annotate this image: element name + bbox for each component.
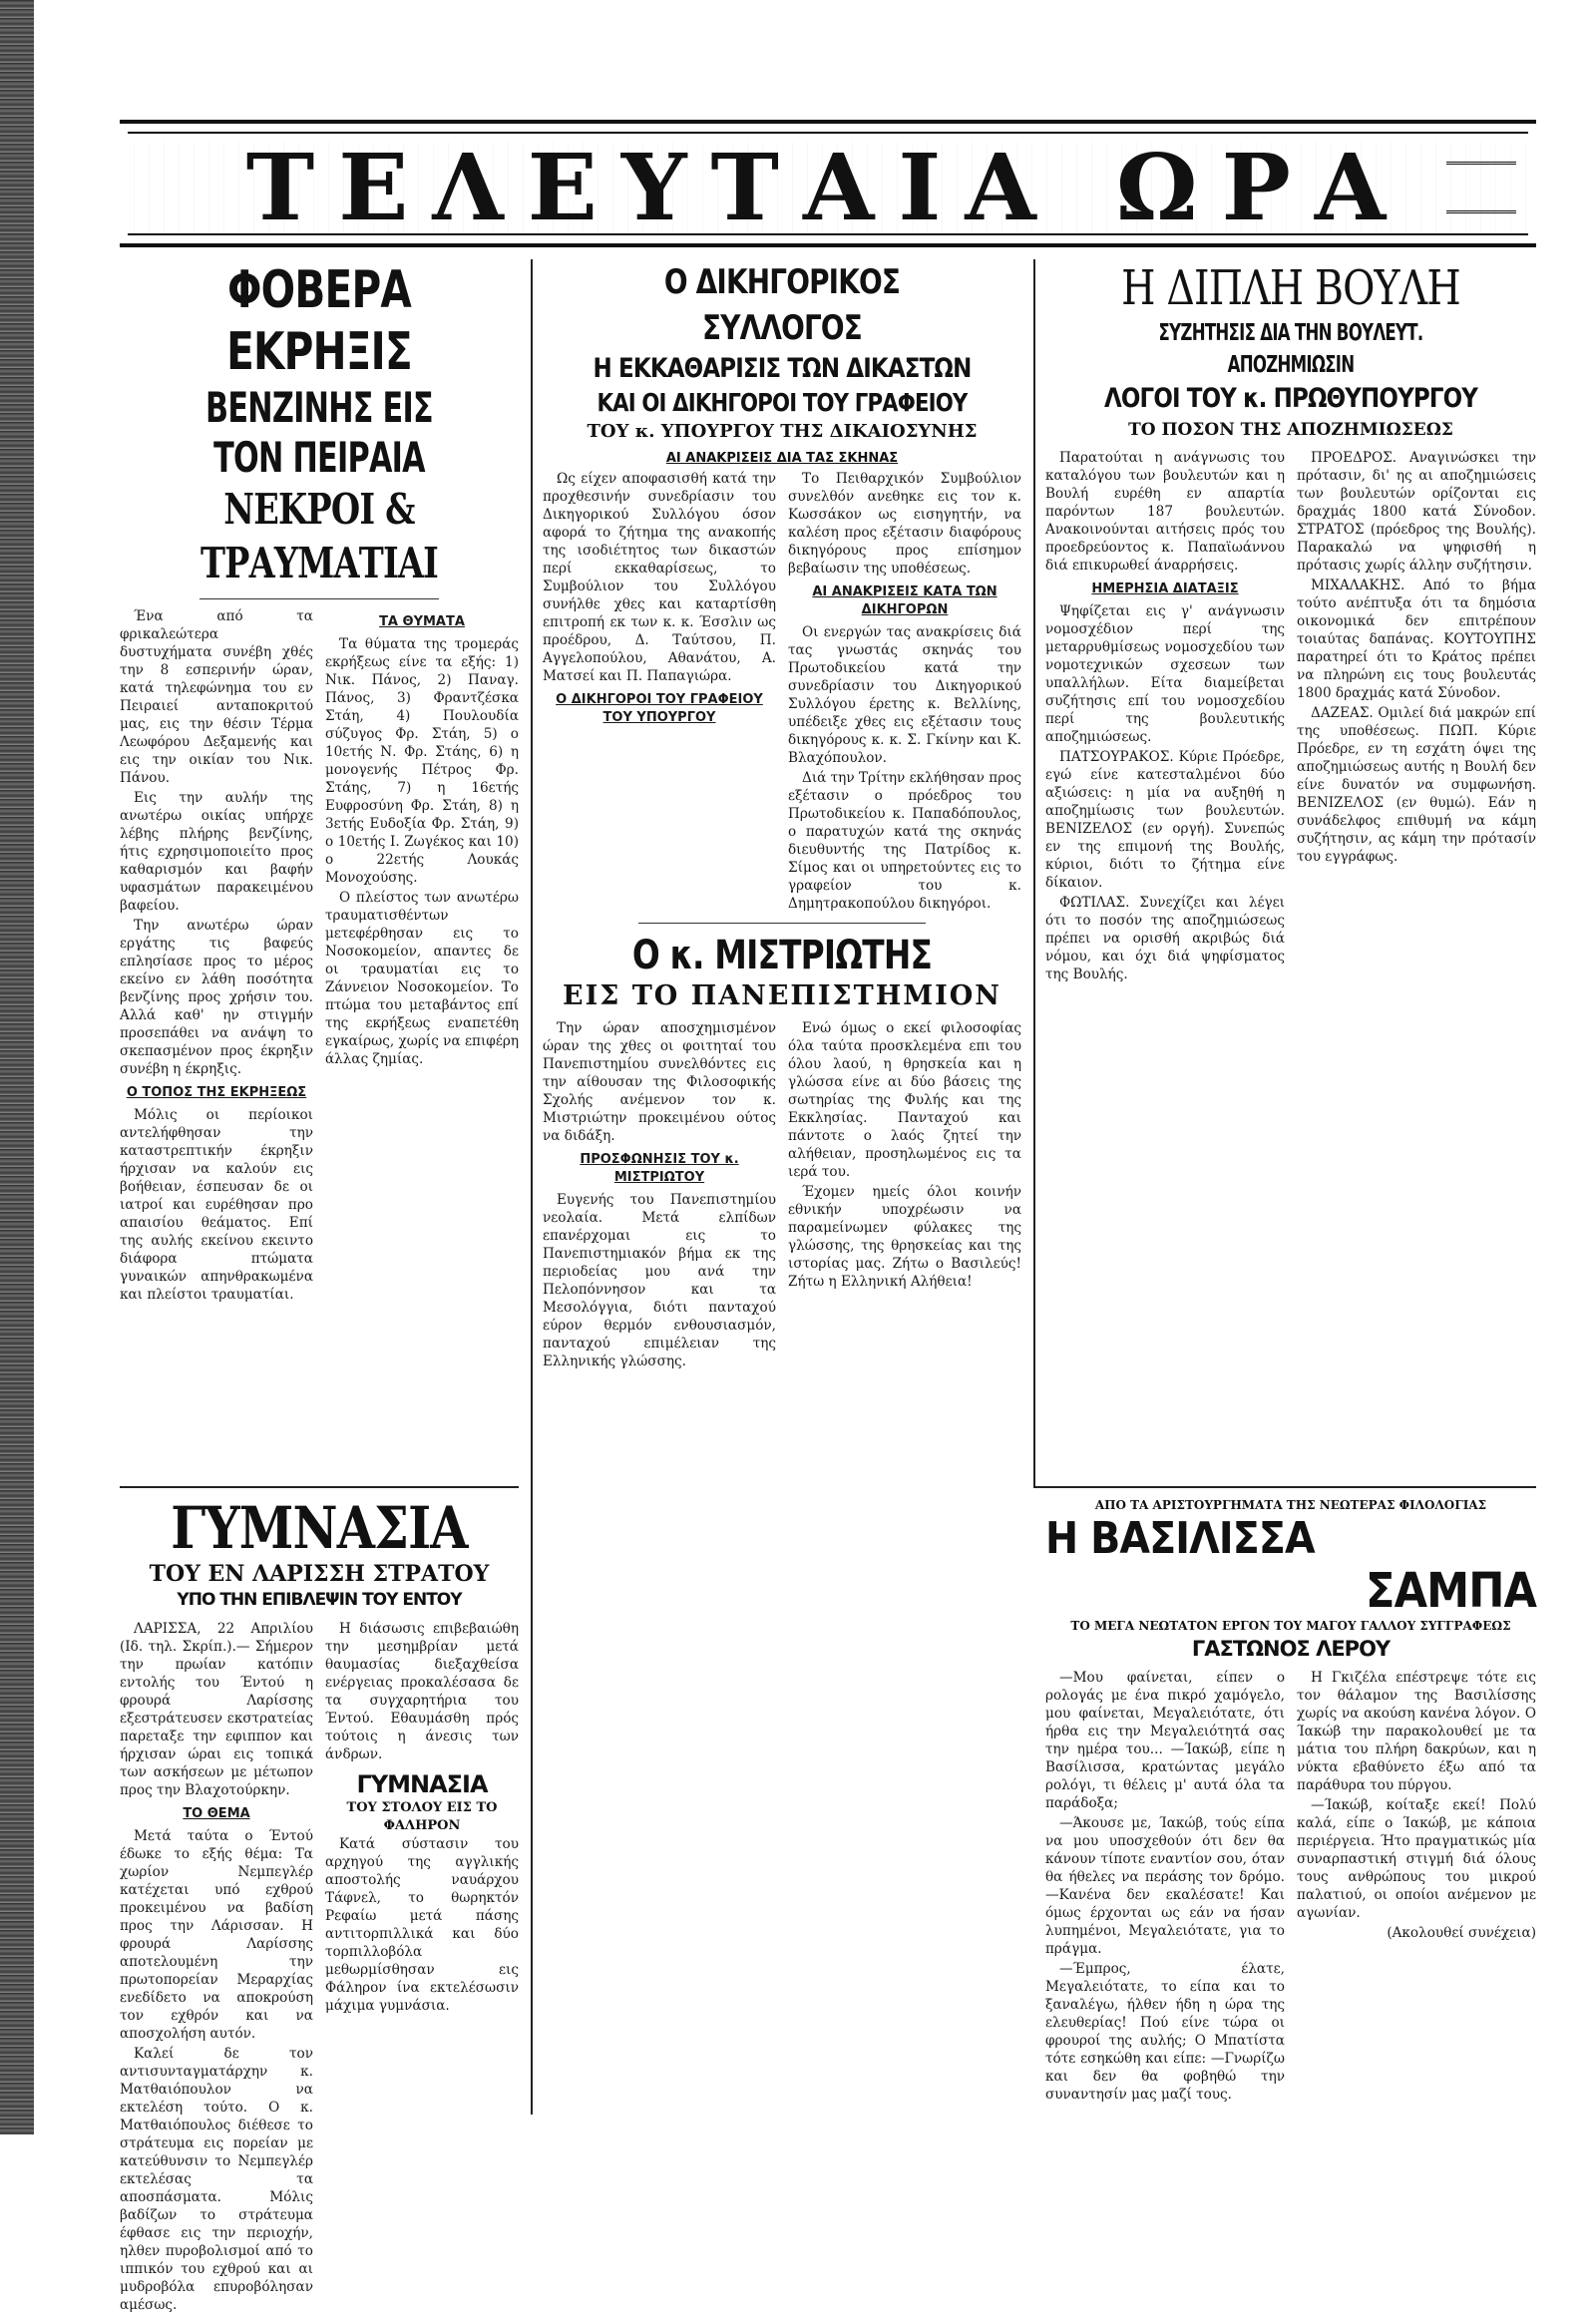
article-paragraph: Τα θύματα της τρομεράς εκρήξεως είνε τα εξής: 1) Νικ. Πάνος, 2) Παναγ. Πάνος, 3) Φραντζέσκα Στάη, 4) Πουλουδία σύζυγος Φρ. Στάη, 5) ο 10ετής Ν. Φρ. Στάης, 6) η μονογενής Πέτρος Φρ. Στάης, 7) η 16ετής Ευφροσύνη Φρ. Στάη, 8) η 3ετής Ευδοξία Φρ. Στάη, 9) ο 10ετής Ι. Ζωγέκος και 10) ο 22ετής Λουκάς Μονοχούσης. <box>325 636 519 886</box>
headline-larissa-army: ΤΟΥ ΕΝ ΛΑΡΙΣΣΗ ΣΤΡΑΤΟΥ <box>149 1561 490 1587</box>
serial-paragraph: —Ίακώβ, κοίταξε εκεί! Πολύ καλά, είπε ο Ίακώβ, με κάποια περιέργεια. Ήτο πραγματικώς μία συναρπαστική στιγμή διά όλους τους ανθρώπους του μικρού παλατιού, οι οποίοι ανέμενον με αγωνίαν. <box>1297 1797 1536 1921</box>
serial-text-left <box>1045 1669 1285 2106</box>
article-paragraph: ΠΑΤΣΟΥΡΑΚΟΣ. Κύριε Πρόεδρε, εγώ είνε κατεσταλμένοι δύο αξιώσεις: η μία να αυξηθή η αποζημίωσις των βουλευτών. ΒΕΝΙΖΕΛΟΣ (εν οργή). Συνεπώς εν της επιμονή της Βουλής, κύριοι, διότι το ζήτημα είνε δίκαιον. <box>1045 749 1285 891</box>
masthead-bottom-rule <box>128 233 1528 235</box>
serial-kicker: ΑΠΟ ΤΑ ΑΡΙΣΤΟΥΡΓΗΜΑΤΑ ΤΗΣ ΝΕΩΤΕΡΑΣ ΦΙΛΟΛΟΓΙΑΣ <box>1094 1498 1487 1512</box>
column-rule-2 <box>1033 259 1035 1486</box>
headline-petrol-piraeus: ΒΕΝΖΙΝΗΣ ΕΙΣ ΤΟΝ ΠΕΙΡΑΙΑ <box>205 383 433 482</box>
article-paragraph: Παρατούται η ανάγνωσις του καταλόγου των βουλευτών και η Βουλή ευρέθη εν απαρτία παρόντων 187 βουλευτών. Ανακοινούνται αιτήσεις πρός του προεδρεύοντος κ. Παπαϊωάννου διά επικυρωθεί άναρρήσεις. <box>1045 450 1285 574</box>
headline-office-lawyers: ΚΑΙ ΟΙ ΔΙΚΗΓΟΡΟΙ ΤΟΥ ΓΡΑΦΕΙΟΥ <box>597 388 968 417</box>
article-paragraph: Μόλις οι περίοικοι αντελήφθησαν την καταστρεπτικήν έκρηξιν ήρχισαν να καλούν εις βοήθειαν, έσπευσαν δε οι ιατροί και ευρέθησαν προ απαισίου θεάματος. Επί της αυλής εκείνου εκειντο διάφορα πτώματα γυναικών απηνθρακωμένα και πλείστοι τραυματίαι. <box>120 1107 313 1303</box>
article-paragraph: Ως είχεν αποφασισθή κατά την προχθεσινήν συνεδρίασιν του Δικηγορικού Συλλόγου όσον αφορά το ζήτημα της ανακοπής της ισοδιέτητος των δικαστών περί εκκαθαρίσεως, το Συμβούλιον του Συλλόγου συνήλθε χθες και καταρτίσθη επιτροπή εκ των κ. κ. Έσσλιν ως προέδρου, Δ. Ταύτσου, Π. Αγγελοπούλου, Αθανάτου, Α. Ματσεί και Π. Παπαγιώρα. <box>543 471 776 684</box>
article-paragraph: Καλεί δε τον αντισυνταγματάρχην κ. Ματθαιόπουλον να εκτελέση τούτο. Ο κ. Ματθαιόπουλος διέθεσε το στράτευμα εις πορείαν με κατεύθυνσιν το Νεμπεγλέρ εκτελέσας τα αποσπάσματα. Μόλις βαδίζων το στράτευμα έφθασε εις την περιοχήν, ηλθεν πυροβολισμοί από το ιππικόν του εχθρού και αι μυδροβόλα επυροβόλησαν αμέσως. <box>120 2046 313 2313</box>
parliament-article-left <box>1045 449 1285 985</box>
headline-bar-association: Ο ΔΙΚΗΓΟΡΙΚΟΣ ΣΥΛΛΟΓΟΣ <box>663 262 901 348</box>
column-lawyers <box>543 259 1021 2105</box>
headline-dead-wounded: ΝΕΚΡΟΙ & ΤΡΑΥΜΑΤΙΑΙ <box>200 485 439 587</box>
explosion-article-left <box>120 607 313 1306</box>
scan-edge-shadow <box>0 0 34 2134</box>
article-paragraph: Ψηφίζεται εις γ' ανάγνωσιν νομοσχέδιον περί της μεταρρυθμίσεως νομοσχεδίου των νομοτεχνικών σχεσεων των υπαλλήλων. Είτα διαμείβεται συζήτησις επί του νομοσχεδίου περί της βουλευτικής αποζημιώσεως. <box>1045 603 1285 745</box>
masthead <box>120 120 1536 247</box>
serial-text-right <box>1297 1669 1536 2106</box>
article-paragraph: ΦΩΤΙΛΑΣ. Συνεχίζει και λέγει ότι το ποσόν της αποζημιώσεως πρέπει να ορισθή ακριβώς διά νόμου, και όχι διά ψηφίσματος της Βουλής. <box>1045 895 1285 982</box>
lawyers-article-left <box>543 470 776 915</box>
article-divider <box>638 923 926 924</box>
lawyers-article-right <box>788 470 1021 915</box>
exercises-article-right <box>325 1620 519 2316</box>
parliament-article-right <box>1297 449 1536 985</box>
mistriotis-article <box>543 1019 1021 1372</box>
article-paragraph: Την ώραν αποσχημισμένον ώραν της χθες οι φοιτηταί του Πανεπιστημίου συνελθόντες εις την αίθουσαν της Φιλοσοφικής Σχολής ανέμενον τον κ. Μιστριώτην προκειμένου ούτος να διδάξη. <box>543 1020 776 1144</box>
subhead-agenda: ΗΜΕΡΗΣΙΑ ΔΙΑΤΑΞΙΣ <box>1091 581 1239 596</box>
explosion-article-right <box>325 607 519 1306</box>
subhead-victims: ΤΑ ΘΥΜΑΤΑ <box>379 614 465 629</box>
subhead-lawyer-inquiries: ΑΙ ΑΝΑΚΡΙΣΕΙΣ ΚΑΤΑ ΤΩΝ ΔΙΚΗΓΟΡΩΝ <box>812 584 998 617</box>
serial-paragraph: —Έμπρος, έλατε, Μεγαλειότατε, το είπα και το ξαναλέγω, ήλθεν ήδη η ώρα της ελευθερίας! Πού είνε τώρα οι φρουροί της αυλής; Ο Μπατίστα τότε εσηκώθη και είπε: —Γνωρίζω και δεν θα φοβηθώ την συναντησίν μας μαζί τους. <box>1045 1961 1285 2103</box>
masthead-right-ornament <box>1446 162 1516 213</box>
article-paragraph: Ευγενής του Πανεπιστημίου νεολαία. Μετά ελπίδων επανέρχομαι εις το Πανεπιστημιακόν βήμα εκ της περιοδείας μου ανά την Πελοπόννησον και τα Μεσολόγγια, διότι πανταχού εύρον θερμόν ενθουσιασμόν, πανταχού επιμέλειαν της Ελληνικής γλώσσης. <box>543 1192 776 1369</box>
headline-mistriotis: Ο κ. ΜΙΣΤΡΙΩΤΗΣ <box>631 933 933 978</box>
headline-phaleron: ΤΟΥ ΣΤΟΛΟΥ ΕΙΣ ΤΟ ΦΑΛΗΡΟΝ <box>346 1800 498 1833</box>
article-paragraph: Ο πλείστος των ανωτέρω τραυματισθέντων μετεφέρθησαν εις το Νοσοκομείον, απαντες δε οι τραυματίαι εις το Ζάννειον Νοσοκομείον. Το πτώμα του μεταβάντος επί της εκρήξεως εναπετέθη εγκαίρως, χωρίς να επιφέρη άλλας ζημίας. <box>325 890 519 1067</box>
article-paragraph: ΠΡΟΕΔΡΟΣ. Αναγινώσκει την πρότασιν, δι' ης αι αποζημιώσεις των βουλευτών ορίζονται εις δραχμάς 1800 κατά Σύνοδον. ΣΤΡΑΤΟΣ (πρόεδρος της Βουλής). Παρακαλώ να ψηφισθή η πρότασις χωρίς άλλην συζήτησιν. <box>1297 450 1536 574</box>
column-exercises <box>120 1494 519 2313</box>
column3-divider <box>1033 1486 1536 1488</box>
article-paragraph: Το Πειθαρχικόν Συμβούλιον συνελθόν ανεθηκε εις τον κ. Κωσσάκον ως εισηγητήν, να καλέση προς εξέτασιν διαφόρους δικηγόρους προς επίσημον βεβαίωσιν της υποθέσεως. <box>788 471 1021 577</box>
lawyers-article <box>543 470 1021 915</box>
serial-author: ΓΑΣΤΩΝΟΣ ΛΕΡΟΥ <box>1191 1637 1391 1661</box>
serial-paragraph: Η Γκιζέλα επέστρεψε τότε εις τον θάλαμον της Βασιλίσσης χωρίς να ακούση κανένα λόγον. Ο Ίακώβ την παρακολουθεί με τα μάτια του πλήρη δακρύων, και η νύκτα εβαθύνετο έξω από τα παράθυρα του πύργου. <box>1297 1670 1536 1793</box>
column-explosion <box>120 259 519 1476</box>
column-parliament <box>1045 259 1536 1476</box>
article-paragraph: Την ανωτέρω ώραν εργάτης τις βαφεύς επλησίασε προς το μέρος εκείνο εν λάθη ποσότητα βενζίνης προς χρήσιν του. Αλλά καθ' ην στιγμήν προσεπάθει να ανάψη το σκεπασμένον προς έκρηξιν συνέβη η έκρηξις. <box>120 918 313 1077</box>
subhead-inquiries: ΑΙ ΑΝΑΚΡΙΣΕΙΣ ΔΙΑ ΤΑΣ ΣΚΗΝΑΣ <box>665 451 899 466</box>
headline-saba: ΣΑΜΠΑ <box>1365 1563 1536 1619</box>
headline-double-parliament: Η ΔΙΠΛΗ ΒΟΥΛΗ <box>1121 260 1460 316</box>
newspaper-page <box>120 110 1536 2313</box>
article-paragraph: Ενώ όμως ο εκεί φιλοσοφίας όλα ταύτα προσκλεμένα επι του όλου λαού, η θρησκεία και η γλώσσα είνε αι δύο βάσεις της σωτηρίας της Φυλής και της Εκκλησίας. Πανταχού και πάντοτε ο λαός ζητεί την αλήθειαν, προσηλωμένος εις τα ιερά του. <box>788 1020 1021 1180</box>
headline-exercises: ΓΥΜΝΑΣΙΑ <box>171 1494 468 1562</box>
serial-story <box>1045 1496 1536 2105</box>
article-paragraph: ΛΑΡΙΣΣΑ, 22 Απριλίου (Ιδ. τηλ. Σκρίπ.).— Σήμερον την πρωίαν κατόπιν εντολής του Έντού η φρουρά Λαρίσσης εξεστράτευσεν εκστρατείας παρεταξε την εφιππον και ήρχισαν ώραι εις τοπικά των ασκήσεων με μέτωπον προς την Βλαχοτούρκην. <box>120 1621 313 1798</box>
serial-paragraph: —Άκουσε με, Ίακώβ, τούς είπα να μου υποσχεθούν ότι δεν θα κάνουν τίποτε εναντίον σου, όταν θα ήθελες να περάσης τον δρόμο. —Κανένα δεν εκαλέσατε! Και όμως έρχονται ως εάν να ήσαν λυπημένοι, Μεγαλειότατε, για το πράγμα. <box>1045 1815 1285 1957</box>
headline-judges-purge: Η ΕΚΚΑΘΑΡΙΣΙΣ ΤΩΝ ΔΙΚΑΣΤΩΝ <box>593 353 972 384</box>
article-paragraph: Ένα από τα φρικαλεώτερα δυστυχήματα συνέβη χθές την 8 εσπερινήν ώραν, κατά τηλεφώνημα του εν Πειραιεί ανταποκριτού μας, εις την θέσιν Τέρμα Λεωφόρου Δεξαμενής και εις την οικίαν του Νικ. Πάνου. <box>120 608 313 786</box>
serial-work-line: ΤΟ ΜΕΓΑ ΝΕΩΤΑΤΟΝ ΕΡΓΟΝ ΤΟΥ ΜΑΓΟΥ ΓΑΛΛΟΥ ΣΥΓΓΡΑΦΕΩΣ <box>1070 1619 1511 1633</box>
serial-paragraph: —Μου φαίνεται, είπεν ο ρολογάς με ένα πικρό χαμόγελο, μου φαίνεται, Μεγαλειότατε, ότι ήρθα εις την Μεγαλειότητά σας την ημέρα του... —Ίακώβ, είπε η Βασίλισσα, κρατώντας μεγάλο ρολόγι, τι θέλεις μ' αυτά όλα τα παράδοξα; <box>1045 1670 1285 1811</box>
article-paragraph: Κατά σύστασιν του αρχηγού της αγγλικής αποστολής ναυάρχου Τάφνελ, το θωρηκτόν Ρεφαίω μετά πάσης αντιτορπιλλικά και δύο τορπιλλοβόλα μεθωρμίσθησαν εις Φάληρον ίνα εκτελέσωσιν μάχιμα γυμνάσια. <box>325 1836 519 2014</box>
explosion-article <box>120 607 519 1306</box>
article-paragraph: ΔΑΖΕΑΣ. Ομιλεί διά μακρών επί της υποθέσεως. ΠΩΠ. Κύριε Πρόεδρε, εν τη εσχάτη όψει της αποζημιώσεως αυτής η Βουλή δεν είνε δυνατόν να συμφωνήση. ΒΕΝΙΖΕΛΟΣ (εν θυμώ). Εάν η συνάδελφος επιθυμή να κάμη συζήτησιν, ας κάμη την πρότασίν του εγγράφως. <box>1297 705 1536 865</box>
headline-fleet-exercises: ΓΥΜΝΑΣΙΑ <box>356 1770 488 1798</box>
serial-text <box>1045 1669 1536 2106</box>
article-paragraph: ΜΙΧΑΛΑΚΗΣ. Από το βήμα τούτο ανέπτυξα ότι τα δημόσια οικονομικά δεν επιτρέπουν τοιαύτας δαπάνας. ΚΟΥΤΟΥΠΗΣ παρατηρεί ότι το Κράτος πρέπει να πληρώνη εις τους βουλευτάς 1800 δραχμάς κατά Σύνοδον. <box>1297 578 1536 701</box>
headline-explosion: ΦΟΒΕΡΑ ΕΚΡΗΞΙΣ <box>226 260 412 382</box>
headline-supervision: ΥΠΟ ΤΗΝ ΕΠΙΒΛΕΨΙΝ ΤΟΥ ΕΝΤΟΥ <box>177 1590 462 1610</box>
article-paragraph: Μετά ταύτα ο Έντού έδωκε το εξής θέμα: Τα χωρίον Νεμπεγλέρ κατέχεται υπό εχθρού προκειμένου να βαδίση προς την Λάρισσαν. Η φρουρά Λαρίσσης αποτελουμένη την πρωτοπορείαν Μεραρχίας ενεδίδετο να αποκρούση τον εχθρόν και να αποσχολήση αυτόν. <box>120 1828 313 2042</box>
article-paragraph: Διά την Τρίτην εκλήθησαν προς εξέτασιν ο πρόεδρος του Πρωτοδικείου κ. Παπαδόπουλος, ο παρατυχών κατά της σκηνάς διευθυντής της Πατρίδος κ. Σίμος και οι υπηρετούντες εις το γραφείον του κ. Δημητρακοπούλου δικηγόροι. <box>788 770 1021 912</box>
serial-continued-note: (Ακολουθεί συνέχεια) <box>1387 1925 1536 1941</box>
headline-divider <box>200 598 439 599</box>
column-rule-1 <box>531 259 533 2115</box>
subhead-ministry-lawyers: Ο ΔΙΚΗΓΟΡΟΙ ΤΟΥ ΓΡΑΦΕΙΟΥ ΤΟΥ ΥΠΟΥΡΓΟΥ <box>556 692 763 725</box>
exercises-article-left <box>120 1620 313 2316</box>
headline-compensation-debate: ΣΥΖΗΤΗΣΙΣ ΔΙΑ ΤΗΝ ΒΟΥΛΕΥΤ. ΑΠΟΖΗΜΙΩΣΙΝ <box>1158 320 1423 378</box>
mistriotis-article-right <box>788 1019 1021 1372</box>
exercises-article <box>120 1620 519 2316</box>
subhead-location: Ο ΤΟΠΟΣ ΤΗΣ ΕΚΡΗΞΕΩΣ <box>126 1085 307 1100</box>
headline-justice-minister: ΤΟΥ κ. ΥΠΟΥΡΓΟΥ ΤΗΣ ΔΙΚΑΙΟΣΥΝΗΣ <box>587 421 978 442</box>
article-paragraph: Η διάσωσις επιβεβαιώθη την μεσημβρίαν μετά θαυμασίας διεξαχθείσα ενέργειας προκαλέσασα δε τα συγχαρητήρια του Έντού. Εθαυμάσθη πρός τούτοις η άνεσις των άνδρων. <box>325 1621 519 1762</box>
headline-queen: Η ΒΑΣΙΛΙΣΣΑ <box>1045 1513 1315 1564</box>
subhead-address: ΠΡΟΣΦΩΝΗΣΙΣ ΤΟΥ κ. ΜΙΣΤΡΙΩΤΟΥ <box>580 1152 739 1185</box>
headline-compensation-amount: ΤΟ ΠΟΣΟΝ ΤΗΣ ΑΠΟΖΗΜΙΩΣΕΩΣ <box>1128 420 1453 440</box>
article-paragraph: Έχομεν ημείς όλοι κοινήν εθνικήν υποχρέωσιν να παραμείνωμεν φύλακες της γλώσσης, της θρησκείας και της ιστορίας μας. Ζήτω ο Βασιλεύς! Ζήτω η Ελληνική Αλήθεια! <box>788 1184 1021 1290</box>
masthead-title: ΤΕΛΕΥΤΑΙΑ ΩΡΑ <box>120 142 1536 233</box>
article-paragraph: Εις την αυλήν της ανωτέρω οικίας υπήρχε λέβης πλήρης βενζίνης, ήτις εχρησιμοποιείτο προς καθαρισμόν και βαφήν υφασμάτων παρακειμένου βαφείου. <box>120 790 313 914</box>
subhead-theme: ΤΟ ΘΕΜΑ <box>183 1806 250 1821</box>
parliament-article <box>1045 449 1536 985</box>
headline-university: ΕΙΣ ΤΟ ΠΑΝΕΠΙΣΤΗΜΙΟΝ <box>563 980 1001 1011</box>
column1-divider <box>120 1486 519 1488</box>
headline-premier-speech: ΛΟΓΟΙ ΤΟΥ κ. ΠΡΩΘΥΠΟΥΡΓΟΥ <box>1103 383 1478 414</box>
article-paragraph: Οι ενεργών τας ανακρίσεις διά τας γνωστάς σκηνάς του Πρωτοδικείου κατά την συνεδρίασιν του Δικηγορικού Συλλόγου έρετης κ. Βελλίνης, υπέδειξε χθες εις εξέτασιν τους δικηγόρους κ. κ. Σ. Γκίνην και Κ. Βλαχόπουλον. <box>788 624 1021 766</box>
mistriotis-article-left <box>543 1019 776 1372</box>
